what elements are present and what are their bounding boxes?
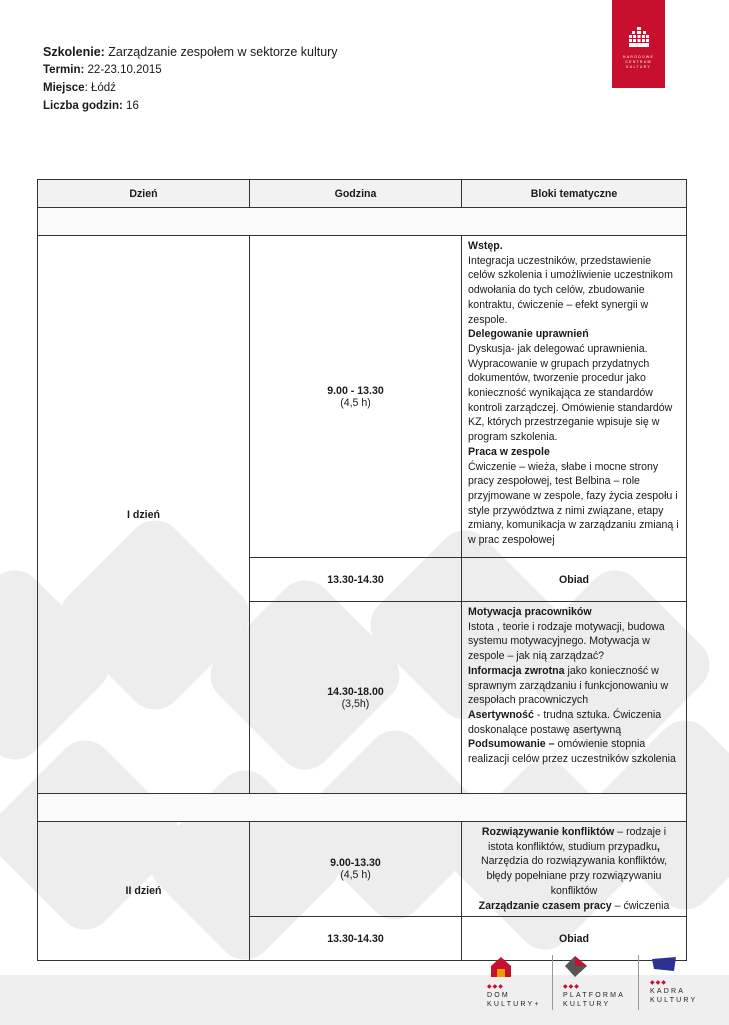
topic-heading: Zarządzanie czasem pracy (478, 899, 612, 912)
topic-text: - trudna sztuka. Ćwiczenia doskonalące postawę asertywną (468, 708, 662, 736)
separator-cell (38, 794, 687, 822)
platforma-kultury-logo (563, 955, 625, 1009)
house-icon (487, 955, 515, 979)
lunch-cell: Obiad (462, 917, 687, 961)
logo-text-line: NARODOWE (622, 55, 655, 59)
kadra-icon (650, 955, 678, 975)
topic-text: – rodzaje i istota konfliktów, studium przypadku (488, 826, 667, 853)
logo-text-line: PLATFORMA (563, 992, 626, 999)
topic-text: omówienie stopnia realizacji celów przez uczestników szkolenia (468, 738, 676, 766)
schedule-table (37, 179, 687, 961)
narodowe-centrum-kultury-logo (612, 0, 665, 88)
topic-heading: Motywacja pracowników (468, 606, 592, 618)
topic-heading: Asertywność (468, 708, 534, 721)
dots-icon: ◆◆◆ (650, 980, 667, 986)
topic-text: – ćwiczenia (611, 899, 670, 912)
platform-icon (563, 955, 591, 979)
divider (638, 955, 639, 1010)
topics-cell (462, 602, 687, 794)
topic-text: Dyskusja- jak delegować uprawnienia. Wypracowanie w grupach przydatnych dokumentów, tworzenie procedur jako konieczność wynikająca ze standardów kontroli zarządczej. Omówienie standardów KZ, których przestrzeganie wpisuje się w program szkolenia. (468, 342, 673, 444)
dots-icon: ◆◆◆ (563, 984, 580, 990)
term-label: Termin: (43, 64, 85, 76)
lunch-cell: Obiad (462, 558, 687, 602)
hours-label: Liczba godzin: (43, 100, 123, 112)
topic-heading: Delegowanie uprawnień (468, 328, 589, 341)
topic-heading: Informacja zwrotna (468, 664, 565, 677)
column-header-hour: Godzina (250, 180, 462, 208)
topic-text: jako konieczność w sprawnym zarządzaniu i funkcjonowaniu w zespołach pracowniczych (468, 664, 669, 707)
logo-text-line: KULTURY (626, 65, 651, 69)
duration: (3,5h) (341, 697, 370, 710)
time-range: 13.30-14.30 (327, 573, 384, 586)
separator-row (38, 794, 687, 822)
time-range: 13.30-14.30 (327, 932, 384, 945)
hours-line (43, 97, 338, 115)
topic-heading: Rozwiązywanie konfliktów (481, 826, 615, 838)
topic-heading: Wstęp. (468, 240, 503, 252)
place-label: Miejsce (43, 82, 85, 94)
day-cell: I dzień (38, 236, 250, 794)
hours-value: 16 (122, 100, 139, 112)
time-cell (250, 558, 462, 602)
crown-icon (628, 27, 650, 49)
term-line (43, 61, 338, 79)
term-value: 22-23.10.2015 (84, 64, 162, 76)
topic-text: Integracja uczestników, przedstawienie celów szkolenia i umożliwienie uczestnikom odwołania do tych celów, zbudowanie kontraktu, ćwiczenie – efekt synergii w zespole. (468, 254, 673, 326)
column-header-day: Dzień (38, 180, 250, 208)
course-label: Szkolenie: (43, 45, 105, 59)
logo-text-line: DOM (487, 992, 510, 999)
separator-row (38, 208, 687, 236)
table-row (38, 236, 687, 558)
time-cell (250, 236, 462, 558)
topics-cell (462, 822, 687, 917)
footer-logos (0, 955, 729, 1024)
logo-text-line: KULTURY (650, 997, 698, 1004)
place-line (43, 79, 338, 97)
topic-text: Istota , teorie i rodzaje motywacji, budowa systemu motywacyjnego. Motywacja w zespole – jak nią zarządzać? (468, 620, 665, 663)
time-range: 9.00-13.30 (330, 857, 381, 870)
topic-heading: Praca w zespole (468, 445, 550, 458)
divider (552, 955, 553, 1010)
duration: (4,5 h) (340, 396, 371, 409)
table-row (38, 822, 687, 917)
topic-heading: Podsumowanie – (468, 738, 555, 751)
day-cell: II dzień (38, 822, 250, 961)
table-header-row (38, 180, 687, 208)
logo-text-line: KADRA (650, 988, 686, 995)
separator-cell (38, 208, 687, 236)
topic-comma: , (657, 840, 660, 853)
logo-text-line: CENTRUM (625, 60, 652, 64)
kadra-kultury-logo (650, 955, 697, 1005)
topics-cell (462, 236, 687, 558)
dom-kultury-logo (487, 955, 541, 1009)
time-range: 9.00 - 13.30 (327, 384, 384, 397)
place-value: : Łódź (84, 82, 116, 94)
time-range: 14.30-18.00 (327, 685, 384, 698)
topic-text: Narzędzia do rozwiązywania konfliktów, błędy popełniane przy rozwiązywaniu konfliktów (480, 855, 668, 897)
topic-text: Ćwiczenie – wieża, słabe i mocne strony pracy zespołowej, test Belbina – role przyjmowane w zespole, fazy życia zespołu i style przywództwa z nimi związane, etapy zmiany, komunikacja w zarządzaniu zmianą i w prac zespołowej (468, 460, 679, 547)
course-line (43, 43, 338, 61)
training-header (43, 43, 338, 115)
column-header-blocks: Bloki tematyczne (462, 180, 687, 208)
dots-icon: ◆◆◆ (487, 984, 504, 990)
course-value: Zarządzanie zespołem w sektorze kultury (104, 45, 338, 59)
logo-text-line: KULTURY (563, 1001, 611, 1008)
logo-text-line: KULTURY+ (487, 1001, 541, 1008)
duration: (4,5 h) (340, 869, 371, 882)
time-cell (250, 602, 462, 794)
time-cell (250, 822, 462, 917)
